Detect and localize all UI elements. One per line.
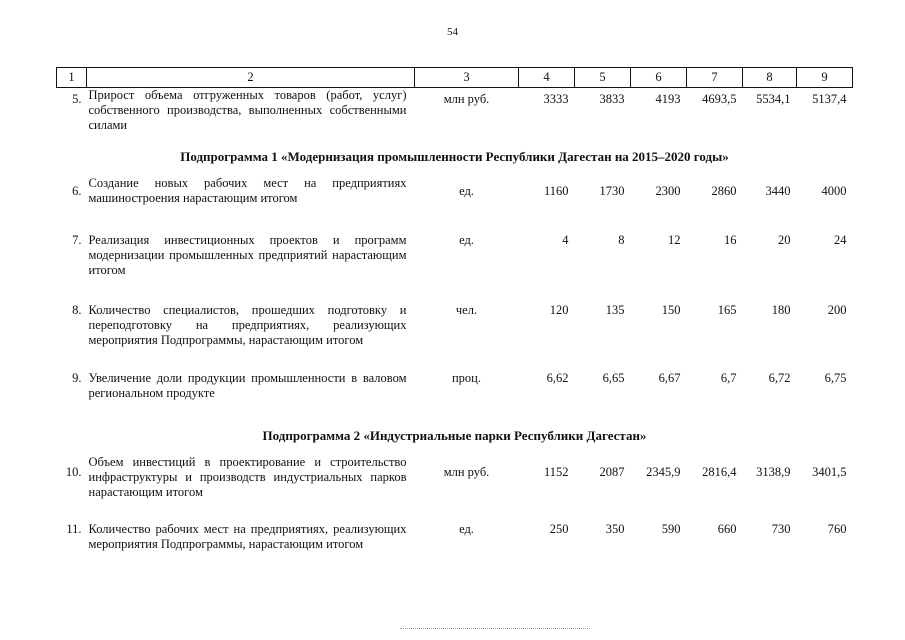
row-number: 10. bbox=[65, 464, 82, 479]
unit: чел. bbox=[455, 302, 478, 317]
section-row bbox=[57, 138, 853, 176]
table-header-row bbox=[57, 68, 853, 88]
value-cell: 4 bbox=[562, 232, 569, 247]
indicator-name: Прирост объема отгруженных товаров (работ, услуг) собственного производства, выполненных собственными силами bbox=[88, 88, 407, 132]
column-header: 2 bbox=[87, 68, 415, 88]
value-cell: 6,65 bbox=[602, 370, 625, 385]
value-cell: 150 bbox=[661, 302, 681, 317]
row-number: 11. bbox=[66, 521, 82, 536]
value-cell: 250 bbox=[549, 521, 569, 536]
value-cell: 8 bbox=[618, 232, 625, 247]
table-row bbox=[57, 176, 853, 233]
value-cell: 660 bbox=[717, 521, 737, 536]
column-header: 7 bbox=[687, 68, 743, 88]
value-cell: 3833 bbox=[599, 92, 625, 106]
value-cell: 730 bbox=[771, 521, 791, 536]
table-row bbox=[57, 371, 853, 417]
table-row bbox=[57, 303, 853, 371]
value-cell: 2300 bbox=[655, 183, 681, 198]
value-cell: 24 bbox=[834, 232, 847, 247]
value-cell: 120 bbox=[549, 302, 569, 317]
value-cell: 1152 bbox=[543, 464, 569, 479]
value-cell: 16 bbox=[724, 232, 737, 247]
column-header: 3 bbox=[415, 68, 519, 88]
table-row bbox=[57, 233, 853, 303]
value-cell: 20 bbox=[778, 232, 791, 247]
indicator-name: Реализация инвестиционных проектов и программ модернизации промышленных предприятий нарастающим итогом bbox=[88, 232, 407, 277]
section-title: Подпрограмма 2 «Индустриальные парки Республики Дагестан» bbox=[262, 428, 647, 443]
indicator-name: Увеличение доли продукции промышленности в валовом региональном продукте bbox=[88, 370, 407, 400]
row-number: 5. bbox=[72, 92, 82, 106]
section-title: Подпрограмма 1 «Модернизация промышленности Республики Дагестан на 2015–2020 годы» bbox=[180, 149, 729, 164]
unit: ед. bbox=[459, 521, 474, 536]
value-cell: 3333 bbox=[543, 92, 569, 106]
value-cell: 760 bbox=[827, 521, 847, 536]
column-header: 6 bbox=[631, 68, 687, 88]
value-cell: 3440 bbox=[765, 183, 791, 198]
value-cell: 1730 bbox=[599, 183, 625, 198]
indicator-name: Создание новых рабочих мест на предприятиях машиностроения нарастающим итогом bbox=[88, 175, 407, 205]
indicator-name: Объем инвестиций в проектирование и строительство инфраструктуры и производств индустриальных парков нарастающим итогом bbox=[88, 454, 407, 499]
column-header: 5 bbox=[575, 68, 631, 88]
value-cell: 6,7 bbox=[720, 370, 737, 385]
table-row bbox=[57, 455, 853, 522]
value-cell: 6,72 bbox=[768, 370, 791, 385]
value-cell: 200 bbox=[827, 302, 847, 317]
value-cell: 590 bbox=[661, 521, 681, 536]
column-header: 4 bbox=[519, 68, 575, 88]
value-cell: 6,75 bbox=[824, 370, 847, 385]
value-cell: 4693,5 bbox=[702, 92, 737, 106]
row-number: 6. bbox=[72, 183, 82, 198]
value-cell: 2345,9 bbox=[646, 464, 681, 479]
value-cell: 12 bbox=[668, 232, 681, 247]
indicator-name: Количество рабочих мест на предприятиях, реализующих мероприятия Подпрограммы, нарастающим итогом bbox=[88, 521, 407, 551]
value-cell: 2087 bbox=[599, 464, 625, 479]
value-cell: 3138,9 bbox=[756, 464, 791, 479]
section-row bbox=[57, 417, 853, 455]
unit: ед. bbox=[459, 183, 474, 198]
scan-artifact-line bbox=[400, 628, 590, 630]
table-row bbox=[57, 88, 853, 138]
value-cell: 180 bbox=[771, 302, 791, 317]
indicators-table bbox=[56, 67, 853, 578]
page-number: 54 bbox=[447, 26, 458, 38]
value-cell: 2816,4 bbox=[702, 464, 737, 479]
value-cell: 2860 bbox=[711, 183, 737, 198]
row-number: 8. bbox=[72, 302, 82, 317]
value-cell: 6,62 bbox=[546, 370, 569, 385]
value-cell: 5137,4 bbox=[812, 92, 847, 106]
row-number: 7. bbox=[72, 232, 82, 247]
value-cell: 4193 bbox=[655, 92, 681, 106]
value-cell: 135 bbox=[605, 302, 625, 317]
unit: проц. bbox=[451, 370, 481, 385]
unit: млн руб. bbox=[443, 92, 490, 106]
column-header: 9 bbox=[797, 68, 853, 88]
value-cell: 3401,5 bbox=[812, 464, 847, 479]
value-cell: 1160 bbox=[543, 183, 569, 198]
value-cell: 350 bbox=[605, 521, 625, 536]
value-cell: 4000 bbox=[821, 183, 847, 198]
value-cell: 6,67 bbox=[658, 370, 681, 385]
indicator-name: Количество специалистов, прошедших подготовку и переподготовку на предприятиях, реализующих мероприятия Подпрограммы, нарастающим итогом bbox=[88, 302, 407, 347]
column-header: 1 bbox=[57, 68, 87, 88]
unit: ед. bbox=[459, 232, 474, 247]
column-header: 8 bbox=[743, 68, 797, 88]
value-cell: 165 bbox=[717, 302, 737, 317]
row-number: 9. bbox=[72, 370, 82, 385]
table-row bbox=[57, 522, 853, 578]
unit: млн руб. bbox=[443, 464, 490, 479]
value-cell: 5534,1 bbox=[756, 92, 791, 106]
